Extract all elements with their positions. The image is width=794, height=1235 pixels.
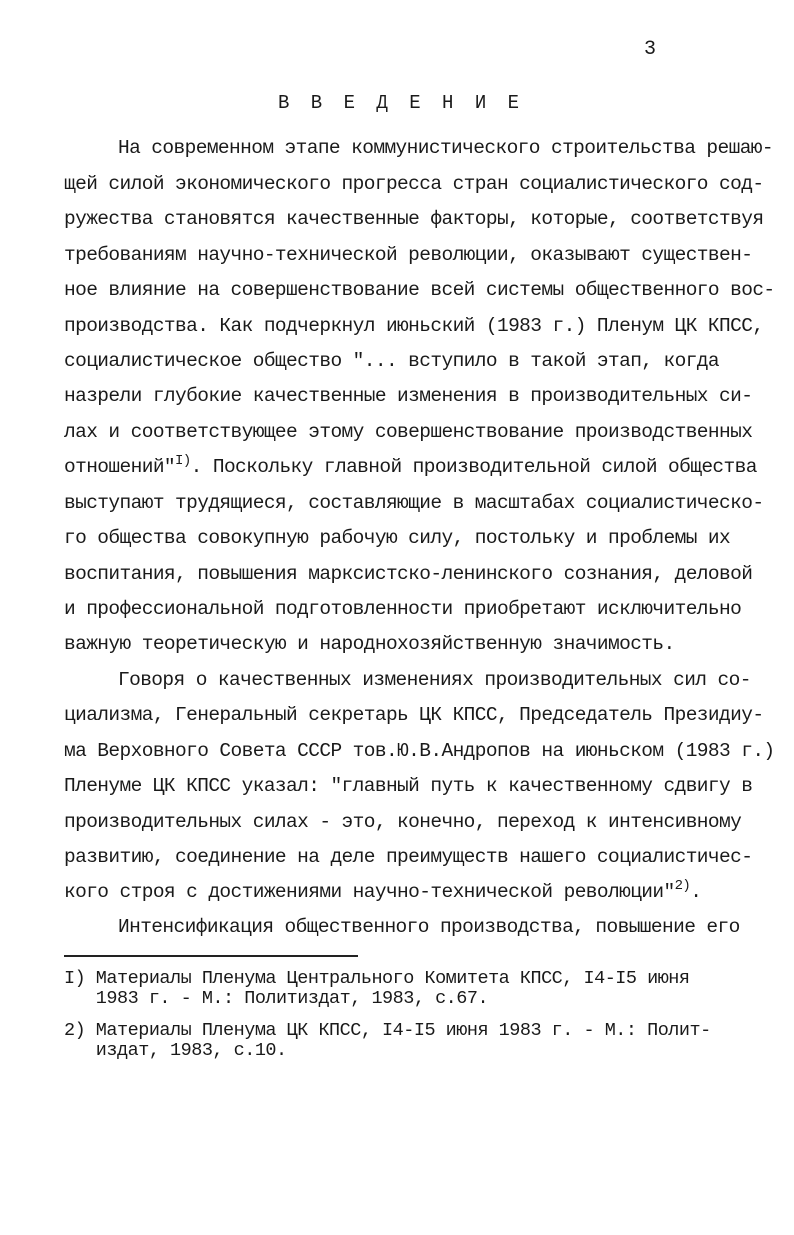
page-number: 3: [644, 38, 657, 61]
text-line: го общества совокупную рабочую силу, постольку и проблемы их: [64, 527, 731, 549]
text-line: требованиям научно-технической революции, оказывают существен-: [64, 244, 753, 266]
footnote-divider: [64, 955, 358, 957]
footnote-ref-2: 2): [674, 878, 691, 894]
text-line: ружества становятся качественные факторы, которые, соответствуя: [64, 208, 764, 230]
text-fragment: . Поскольку главной производительной силой общества: [190, 456, 757, 478]
text-line: щей силой экономического прогресса стран социалистического сод-: [64, 173, 764, 195]
text-line: ма Верховного Совета СССР тов.Ю.В.Андропов на июньском (1983 г.): [64, 740, 775, 762]
text-line: выступают трудящиеся, составляющие в масштабах социалистическо-: [64, 492, 764, 514]
text-line: важную теоретическую и народнохозяйственную значимость.: [64, 633, 675, 655]
footnote-1-line: I) Материалы Пленума Центрального Комитета КПСС, I4-I5 июня: [64, 968, 690, 989]
text-line: производства. Как подчеркнул июньский (1983 г.) Пленум ЦК КПСС,: [64, 315, 764, 337]
text-line: социалистическое общество "... вступило в такой этап, когда: [64, 350, 720, 372]
text-line: [64, 455, 757, 479]
text-line: Пленуме ЦК КПСС указал: "главный путь к качественному сдвигу в: [64, 775, 753, 797]
text-line: циализма, Генеральный секретарь ЦК КПСС, Председатель Президиу-: [64, 704, 764, 726]
text-line: производительных силах - это, конечно, переход к интенсивному: [64, 811, 742, 833]
footnote-1-line: 1983 г. - М.: Политиздат, 1983, с.67.: [64, 988, 489, 1009]
footnote-2-line: издат, 1983, с.10.: [64, 1040, 287, 1061]
text-line: воспитания, повышения марксистско-ленинского сознания, деловой: [64, 563, 753, 585]
text-line: На современном этапе коммунистического строительства решаю-: [118, 137, 774, 159]
text-line: лах и соответствующее этому совершенствование производственных: [64, 421, 753, 443]
text-line: Говоря о качественных изменениях производительных сил со-: [118, 669, 751, 691]
text-line: ное влияние на совершенствование всей системы общественного вос-: [64, 279, 775, 301]
text-line: развитию, соединение на деле преимуществ нашего социалистичес-: [64, 846, 753, 868]
text-line: [64, 880, 701, 904]
text-fragment: отношений": [64, 456, 176, 478]
text-line: назрели глубокие качественные изменения в производительных си-: [64, 385, 753, 407]
footnote-2-line: 2) Материалы Пленума ЦК КПСС, I4-I5 июня 1983 г. - М.: Полит-: [64, 1020, 711, 1041]
text-fragment: кого строя с достижениями научно-технической революции": [64, 881, 675, 903]
footnote-ref-1: I): [175, 453, 191, 469]
text-fragment: .: [690, 881, 702, 903]
text-line: Интенсификация общественного производства, повышение его: [118, 916, 740, 938]
page-title: В В Е Д Е Н И Е: [278, 92, 525, 114]
text-line: и профессиональной подготовленности приобретают исключительно: [64, 598, 742, 620]
